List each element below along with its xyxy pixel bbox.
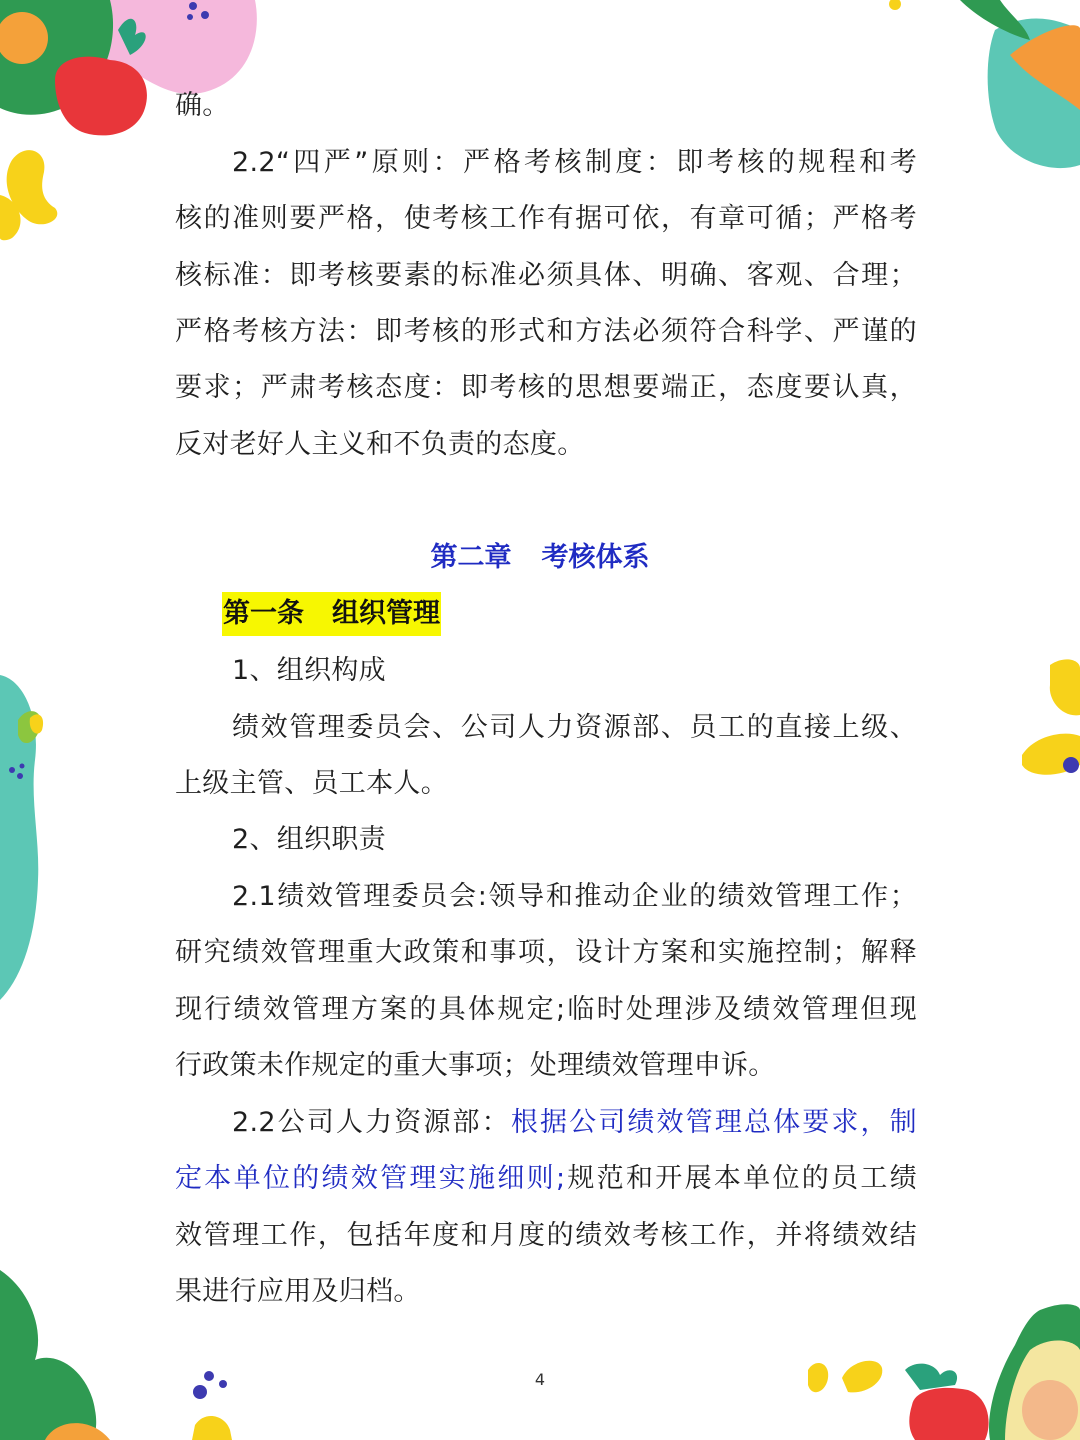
article-title: 组织管理 (332, 598, 440, 629)
section-heading: 1、组织构成 (232, 655, 386, 686)
dot-icon (189, 2, 197, 10)
paragraph-line: 2.1绩效管理委员会:领导和推动企业的绩效管理工作； (232, 881, 917, 912)
dot-icon (187, 14, 193, 20)
paragraph-line: 确。 (175, 90, 230, 121)
dot-icon (9, 767, 15, 773)
section-heading: 2、组织职责 (232, 824, 386, 855)
paragraph-line: 绩效管理委员会、公司人力资源部、员工的直接上级、 (232, 712, 917, 743)
paragraph-line: 反对老好人主义和不负责的态度。 (175, 429, 585, 460)
avocado-pit-shape (1022, 1380, 1078, 1440)
yellow-dot-shape (889, 0, 901, 10)
text-span: 规范和开展本单位的员工绩 (565, 1163, 918, 1194)
paragraph-line: 严格考核方法：即考核的形式和方法必须符合科学、严谨的 (175, 316, 917, 347)
dot-icon (201, 11, 209, 19)
dot-icon (20, 764, 25, 769)
paragraph-line (232, 1095, 917, 1151)
dot-icon (1063, 757, 1079, 773)
text-span: 2.2公司人力资源部： (232, 1107, 511, 1138)
paragraph-line: 2.2“四严”原则：严格考核制度：即考核的规程和考 (232, 147, 917, 178)
paragraph-line: 果进行应用及归档。 (175, 1276, 421, 1307)
paragraph-line: 效管理工作，包括年度和月度的绩效考核工作，并将绩效结 (175, 1220, 917, 1251)
paragraph-line: 核的准则要严格，使考核工作有据可依，有章可循；严格考 (175, 203, 917, 234)
paragraph-line: 研究绩效管理重大政策和事项，设计方案和实施控制；解释 (175, 937, 917, 968)
chapter-heading (95, 530, 985, 586)
dot-icon (17, 773, 23, 779)
blue-text-span: 定本单位的绩效管理实施细则; (175, 1163, 566, 1194)
paragraph-line: 要求；严肃考核态度：即考核的思想要端正，态度要认真， (175, 372, 917, 403)
chapter-title: 考核体系 (541, 542, 650, 573)
article-heading-highlighted (222, 592, 441, 636)
paragraph-line: 行政策未作规定的重大事项；处理绩效管理申诉。 (175, 1050, 776, 1081)
blue-text-span: 根据公司绩效管理总体要求，制 (510, 1107, 917, 1138)
tomato-icon (909, 1388, 988, 1440)
chapter-number: 第二章 (430, 542, 512, 573)
article-number: 第一条 (223, 598, 304, 629)
yellow-bean-shape (192, 1416, 232, 1440)
tomato-icon (55, 57, 147, 136)
yellow-bean-shape (1050, 659, 1080, 715)
green-leaves-shape (0, 1270, 96, 1440)
paragraph-line: 上级主管、员工本人。 (175, 768, 448, 799)
page-number: 4 (534, 1370, 546, 1389)
paragraph-line (175, 1151, 917, 1207)
paragraph-line: 核标准：即考核要素的标准必须具体、明确、客观、合理； (175, 260, 917, 291)
paragraph-line: 现行绩效管理方案的具体规定;临时处理涉及绩效管理但现 (175, 994, 917, 1025)
